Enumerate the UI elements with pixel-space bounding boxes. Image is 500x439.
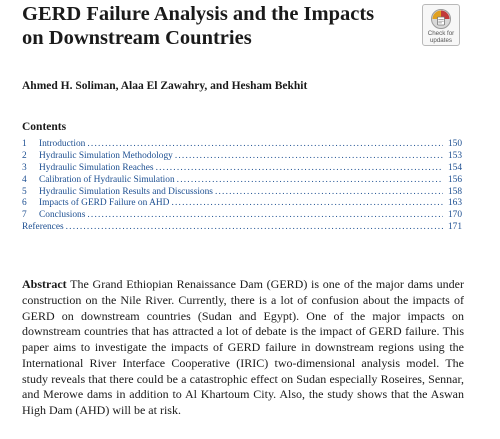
abstract-paragraph xyxy=(22,277,464,419)
toc-leader-dots xyxy=(177,175,443,187)
author-list: Ahmed H. Soliman, Alaa El Zawahry, and Hesham Bekhit xyxy=(22,80,308,92)
toc-entry-page[interactable]: 150 xyxy=(447,139,462,149)
toc-entry-title[interactable]: Conclusions xyxy=(39,210,86,221)
toc-entry-title[interactable]: Hydraulic Simulation Methodology xyxy=(39,150,173,161)
toc-entry-number: 2 xyxy=(22,150,27,161)
toc-entry-page[interactable]: 163 xyxy=(447,198,462,209)
badge-line-2: updates xyxy=(429,36,453,44)
abstract-label: Abstract xyxy=(22,277,67,291)
toc-entry-title[interactable]: Hydraulic Simulation Results and Discussions xyxy=(39,186,213,197)
toc-entry-title[interactable]: Impacts of GERD Failure on AHD xyxy=(39,198,170,209)
toc-entry-page[interactable]: 171 xyxy=(447,222,462,233)
toc-entry[interactable] xyxy=(22,139,462,151)
toc-entry[interactable] xyxy=(22,175,462,187)
toc-entry-number: 1 xyxy=(22,139,27,149)
toc-entry-title[interactable]: Calibration of Hydraulic Simulation xyxy=(39,174,175,185)
contents-heading: Contents xyxy=(22,121,67,133)
chapter-title-line-2: on Downstream Countries xyxy=(22,27,252,49)
toc-leader-dots xyxy=(215,187,443,199)
check-for-updates-badge[interactable] xyxy=(422,4,460,46)
toc-entry-number: 3 xyxy=(22,162,27,173)
toc-entry-page[interactable]: 156 xyxy=(447,174,462,185)
toc-entry-title[interactable]: Hydraulic Simulation Reaches xyxy=(39,162,154,173)
toc-leader-dots xyxy=(66,222,443,234)
toc-entry[interactable] xyxy=(22,187,462,199)
table-of-contents xyxy=(22,139,462,234)
toc-entry[interactable] xyxy=(22,210,462,222)
toc-entry-page[interactable]: 170 xyxy=(447,210,462,221)
toc-entry[interactable] xyxy=(22,163,462,175)
toc-entry-page[interactable]: 153 xyxy=(447,150,462,161)
toc-entry-title[interactable]: Introduction xyxy=(39,139,86,149)
toc-leader-dots xyxy=(87,210,443,222)
toc-entry-number: 7 xyxy=(22,210,27,221)
toc-entry-number: 5 xyxy=(22,186,27,197)
toc-entry[interactable] xyxy=(22,198,462,210)
badge-line-1: Check for xyxy=(427,30,455,37)
abstract-text: The Grand Ethiopian Renaissance Dam (GERD) is one of the major dams under construction on the Nile River. Currently, there is a lot of confusion about the impacts of GERD on downstream countries (Sudan and Egypt). One of the major impacts on downstream countries that has attracted a lot of debate is the impact of GERD failure. This paper aims to investigate the impacts of GERD failure in downstream regions using the International River Interface Cooperative (IRIC) two-dimensional analysis model. The study reveals that there could be a catastrophic effect on Sudan especially Roseires, Sennar, and Merowe dams in addition to Al Khartoum City. Also, the study shows that the Aswan High Dam (AHD) will be at risk. xyxy=(22,277,464,417)
toc-leader-dots xyxy=(87,139,443,151)
toc-leader-dots xyxy=(156,163,443,175)
toc-entry-page[interactable]: 154 xyxy=(447,162,462,173)
toc-entry[interactable] xyxy=(22,151,462,163)
toc-leader-dots xyxy=(171,198,443,210)
chapter-title-line-1: GERD Failure Analysis and the Impacts xyxy=(22,3,375,25)
toc-entry-number: 6 xyxy=(22,198,27,209)
toc-entry-number: 4 xyxy=(22,174,27,185)
chapter-title xyxy=(22,2,412,50)
toc-entry-title[interactable]: References xyxy=(22,222,64,233)
toc-entry[interactable] xyxy=(22,222,462,234)
toc-leader-dots xyxy=(175,151,443,163)
check-for-updates-label xyxy=(423,31,459,44)
toc-entry-page[interactable]: 158 xyxy=(447,186,462,197)
check-for-updates-icon xyxy=(430,8,452,30)
